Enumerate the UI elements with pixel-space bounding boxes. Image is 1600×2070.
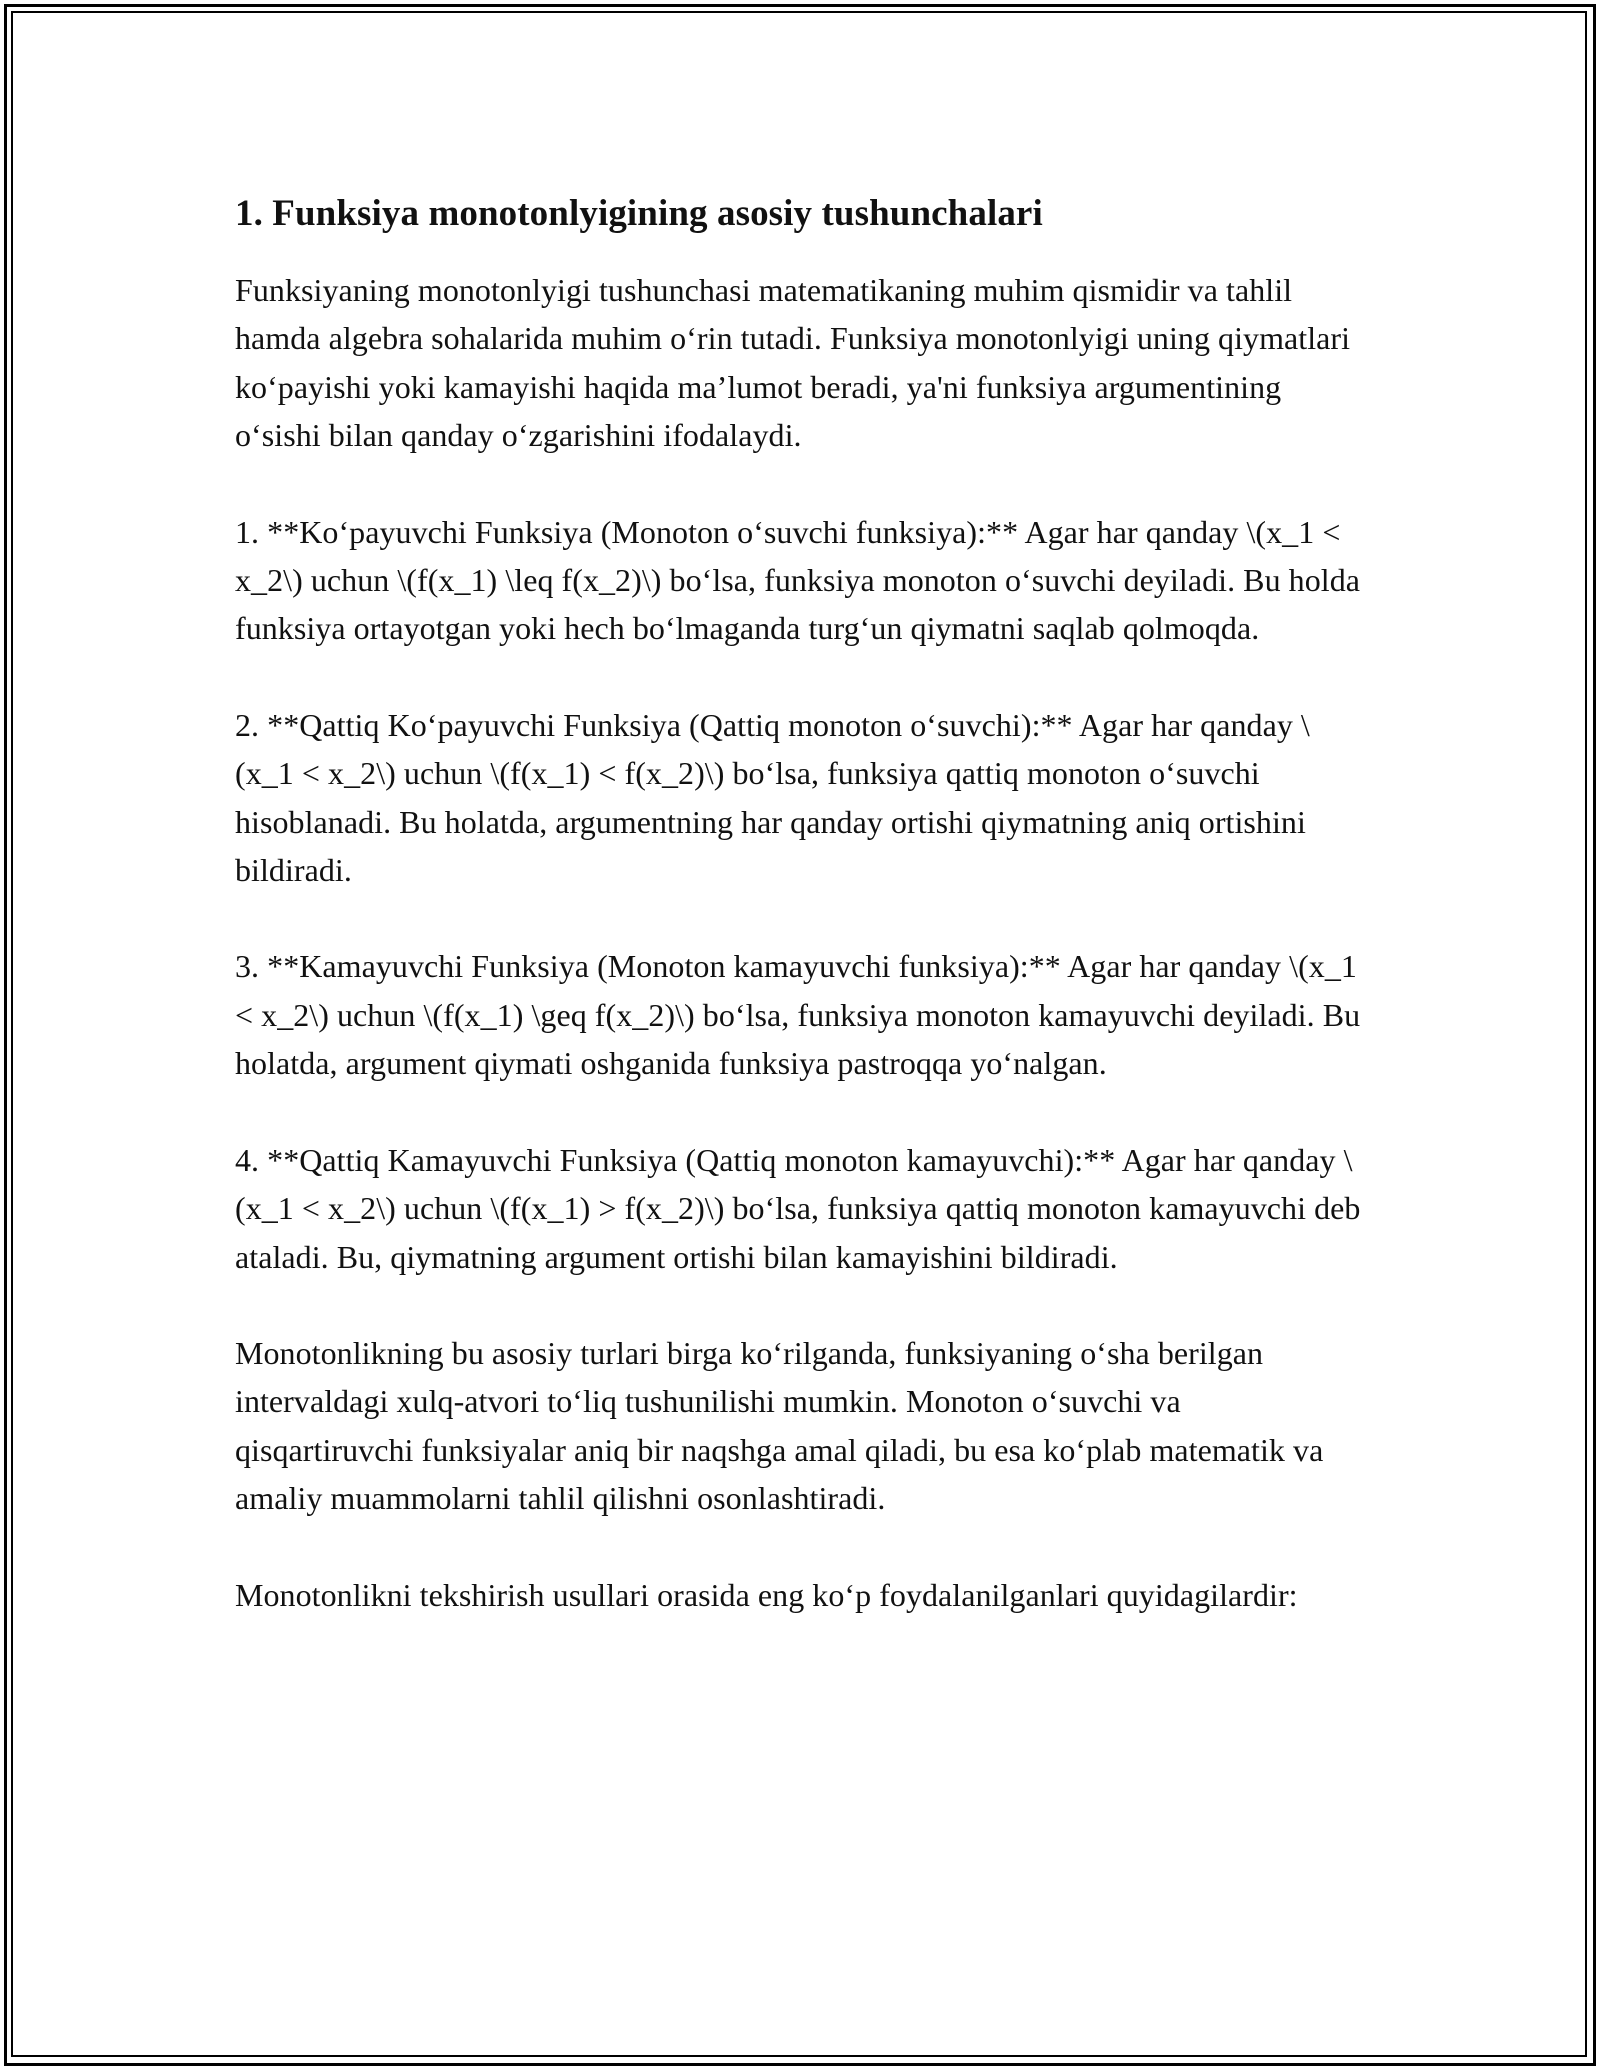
section-heading: 1. Funksiya monotonlyigining asosiy tushunchalari [235,193,1043,234]
definition-increasing: 1. **Ko‘payuvchi Funksiya (Monoton o‘suvchi funksiya):** Agar har qanday \(x_1 < x_2\) uchun \(f(x_1) \leq f(x_2)\) bo‘lsa, funksiya monoton o‘suvchi deyiladi. Bu holda funksiya ortayotgan yoki hech bo‘lmaganda turg‘un qiymatni saqlab qolmoqda. [235,513,1361,647]
summary-paragraph: Monotonlikning bu asosiy turlari birga ko‘rilganda, funksiyaning o‘sha berilgan intervaldagi xulq-atvori to‘liq tushunilishi mumkin. Monoton o‘suvchi va qisqartiruvchi funksiyalar aniq bir naqshga amal qiladi, bu esa ko‘plab matematik va amaliy muammolarni tahlil qilishni osonlashtiradi. [235,1334,1324,1517]
definition-strictly-increasing: 2. **Qattiq Ko‘payuvchi Funksiya (Qattiq monoton o‘suvchi):** Agar har qanday \(x_1 < x_2\) uchun \(f(x_1) < f(x_2)\) bo‘lsa, funksiya qattiq monoton o‘suvchi hisoblanadi. Bu holatda, argumentning har qanday ortishi qiymatning aniq ortishini bildiradi. [235,706,1310,889]
methods-intro-paragraph: Monotonlikni tekshirish usullari orasida eng ko‘p foydalanilganlari quyidagilardir: [235,1576,1298,1613]
definition-decreasing: 3. **Kamayuvchi Funksiya (Monoton kamayuvchi funksiya):** Agar har qanday \(x_1 < x_2\) uchun \(f(x_1) \geq f(x_2)\) bo‘lsa, funksiya monoton kamayuvchi deyiladi. Bu holatda, argument qiymati oshganida funksiya pastroqqa yo‘nalgan. [235,948,1361,1082]
definition-strictly-decreasing: 4. **Qattiq Kamayuvchi Funksiya (Qattiq monoton kamayuvchi):** Agar har qanday \(x_1 < x_2\) uchun \(f(x_1) > f(x_2)\) bo‘lsa, funksiya qattiq monoton kamayuvchi deb ataladi. Bu, qiymatning argument ortishi bilan kamayishini bildiradi. [235,1141,1361,1275]
intro-paragraph: Funksiyaning monotonlyigi tushunchasi matematikaning muhim qismidir va tahlil hamda algebra sohalarida muhim o‘rin tutadi. Funksiya monotonlyigi uning qiymatlari ko‘payishi yoki kamayishi haqida ma’lumot beradi, ya'ni funksiya argumentining o‘sishi bilan qanday o‘zgarishini ifodalaydi. [235,272,1351,454]
document-page [235,188,1365,1667]
